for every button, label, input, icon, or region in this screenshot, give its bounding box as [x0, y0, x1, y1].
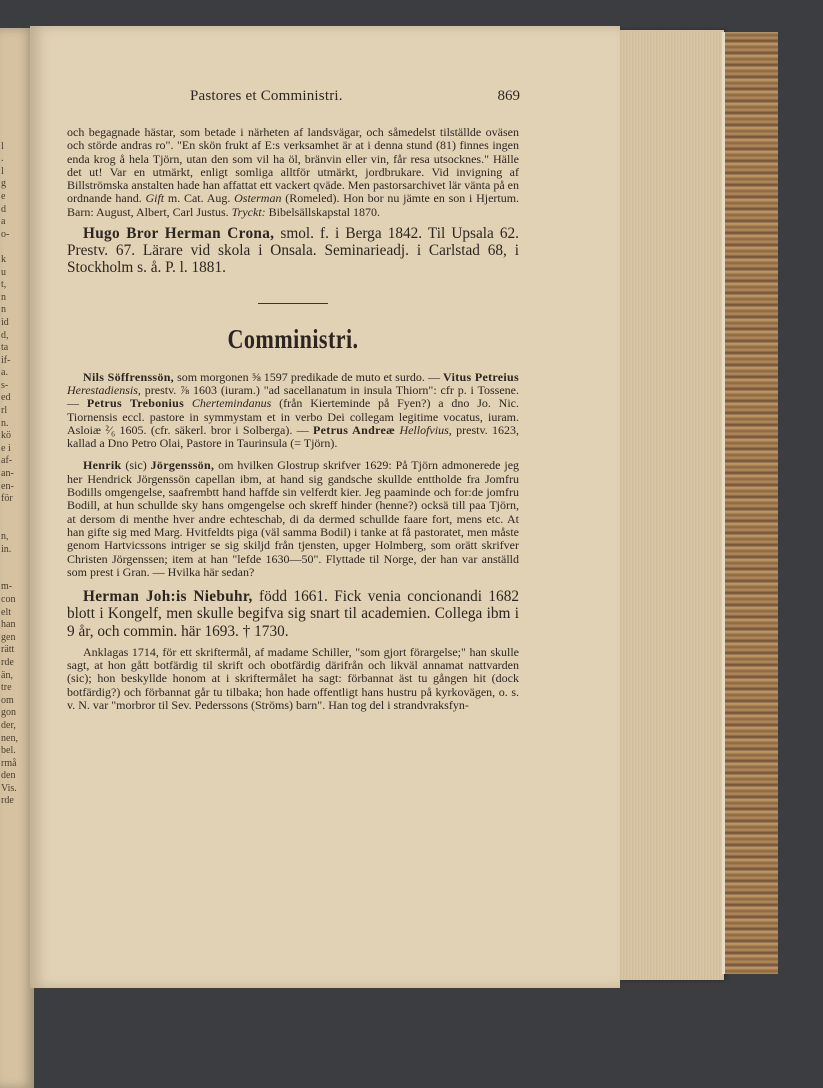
left-page-line: k: [1, 253, 6, 265]
left-page-line: han: [1, 619, 16, 631]
paragraph-niebuhr-detail: Anklagas 1714, för ett skriftermål, af madame Schiller, "som gjort förargelse;" han skulle sagt, at hon gått botfärdig til skrift och obotfärdig därifrån och likväl annamat nattvarden (sic); hon beskyllde honom at i skriftermålet ha sagt: förbannat äst tu gången hit (dock botfärdig?) och förbannat går tu tilbaka; hon hade offentligt hans hustru på kyrkovägen, o. s. v. N. var "morbror til Sev. Pederssons (Ströms) barn". Han tog del i strandvraksfyn-: [67, 644, 519, 712]
left-page-line: m-: [1, 581, 13, 593]
left-page-line: för: [1, 493, 13, 505]
left-page-line: rde: [1, 656, 14, 668]
left-page-line: e: [1, 190, 6, 202]
left-page-line: ed: [1, 392, 11, 404]
left-page-line: n: [1, 304, 6, 316]
divider-rule: [258, 303, 328, 304]
left-page-line: ta: [1, 342, 9, 354]
left-page-line: [0, 506, 34, 519]
left-page-line: rätt: [1, 644, 15, 656]
left-page-fragment: [0, 28, 34, 1088]
left-page-line: o-: [1, 228, 10, 240]
left-page-line: om: [1, 694, 14, 706]
left-page-line: if-: [1, 354, 11, 366]
background-right: [778, 0, 823, 1029]
left-page-line: in.: [1, 543, 12, 555]
left-page-line: kö: [1, 430, 11, 442]
left-page-line: n,: [1, 531, 9, 542]
page-edges: [614, 30, 724, 980]
left-page-line: d: [1, 203, 6, 215]
left-page-line: gon: [1, 707, 16, 719]
left-page-line: .: [1, 153, 4, 165]
left-page-line: s-: [1, 379, 9, 391]
left-page-line: bel.: [1, 745, 16, 757]
left-page-line: elt: [1, 606, 11, 618]
left-page-line: e i: [1, 442, 11, 454]
left-page-line: [0, 556, 34, 569]
left-page-line: rmå: [1, 757, 17, 769]
left-page-line: u: [1, 266, 6, 278]
paragraph-erik: och begagnade hästar, som betade i närheten af landsvägar, och såmedelst tilställde oväsen och störde andras ro". "En skön frukt af E:s verksamhet är at i denna stund (81) finnes ingen enda krog å hela Tjörn, utan den som vil ha öl, bränvin eller vin, får resa utsocknes." Hälle det ut! Var en utmärkt, enligt somliga alltför utmärkt, jordbrukare. Vid invigning af Billströmska anstalten hade han affattat ett vackert qväde. Men pastorsarchivet lär vänta på en ordnande hand. Gift m. Cat. Aug. Osterman (Romeled). Hon bor nu jämte en son i Hjertum. Barn: August, Albert, Carl Justus. Tryckt: Bibelsällskapstal 1870.: [67, 125, 520, 219]
left-page-line: d,: [1, 329, 9, 341]
left-page-line: en-: [1, 480, 14, 492]
left-page-line: a: [1, 216, 6, 228]
page-number: 869: [497, 88, 520, 104]
left-page-line: g: [1, 178, 6, 190]
section-title: Comministri.: [227, 323, 359, 354]
header-title: Pastores et Comministri.: [190, 88, 343, 104]
page-content: [67, 126, 519, 712]
left-page-line: [0, 518, 34, 531]
left-page-line: [0, 569, 34, 582]
left-page-line: tre: [1, 682, 12, 694]
paragraph-early-comministri: Nils Söffrenssön, som morgonen ⅝ 1597 predikade de muto et surdo. — Vitus Petreius Herestadiensis, prestv. ⅞ 1603 (iuram.) "ad sacellanatum in insula Thiorn": cfr p. i Tossene. — Petrus Trebonius Chertemindanus (från Kierteminde på Fyen?) a dno Jo. Nic. Tiornensis eccl. pastore in symmystam et in verbo Dei collegam legitime vocatus, iuram. Asloiæ ²⁄₆ 1605. (cfr. säkerl. bror i Solberga). — Petrus Andreæ Hellofvius, prestv. 1623, kallad a Dno Petro Olai, Pastore in Taurinsula (= Tjörn).: [67, 369, 520, 451]
person-name: Herman Joh:is Niebuhr,: [83, 588, 253, 606]
left-page-line: gen: [1, 631, 16, 643]
left-page-line: n: [1, 291, 6, 303]
left-page-line: l: [1, 165, 4, 177]
left-page-line: der,: [1, 719, 16, 731]
left-page-line: a.: [1, 367, 8, 379]
paragraph-niebuhr: Herman Joh:is Niebuhr, född 1661. Fick venia concionandi 1682 blott i Kongelf, men skulle begifva sig snart til academien. Collega ibm i 9 år, och commin. här 1693. † 1730.: [67, 588, 519, 640]
left-page-line: rl: [1, 405, 8, 417]
left-page-line: än,: [1, 669, 13, 681]
left-page-line: den: [1, 770, 16, 782]
left-page-line: t,: [1, 279, 7, 291]
left-page-line: af-: [1, 455, 13, 467]
paragraph-henrik: Henrik (sic) Jörgenssön, om hvilken Glostrup skrifver 1629: På Tjörn admonerede jeg her Hendrick Jörgenssön capellan ibm, at hand sig gandsche skullde enttholde fra Jomfru Bodills omgengelse, saafrembtt hand haffde sin velferdt kier. Jeg paaminde och for:de jomfru Bodill, at hun schullde sky hans omgengelse och skreff hinder (henne?) ocksä till paa Tjörn, at dersom di menthe hver andre echteschab, di da dermed schullde faare fort, mens etc. At han gifte sig med Marg. Hvitfeldts piga (väl samma Bodil) i tanke at få pastoratet, men måste genom Hartvicssons intriger se sig skiljd från tjensten, upger Holmberg, som orätt skrifver Christen Jörgenssen; item at han "lefde 1630—50". Flyttade til Norge, der han var anställd som prest i Gran. — Hvilka här sedan?: [67, 458, 520, 579]
left-page-line: an-: [1, 468, 14, 480]
book-page: [30, 26, 620, 988]
left-page-line: [0, 241, 34, 254]
left-page-line: n.: [1, 417, 9, 429]
left-page-line: rde: [1, 795, 14, 807]
book-cover-edge: [722, 32, 781, 974]
left-page-line: l: [1, 140, 4, 152]
left-page-line: con: [1, 593, 16, 605]
left-page-line: [0, 128, 34, 141]
paragraph-crona: Hugo Bror Herman Crona, smol. f. i Berga 1842. Til Upsala 62. Prestv. 67. Lärare vid skola i Onsala. Seminarieadj. i Carlstad 68, i Stockholm s. å. P. l. 1881.: [67, 225, 519, 277]
left-page-line: Vis.: [1, 782, 17, 794]
left-page-line: id: [1, 316, 9, 328]
left-page-line: nen,: [1, 732, 18, 744]
person-name: Hugo Bror Herman Crona,: [83, 225, 275, 243]
